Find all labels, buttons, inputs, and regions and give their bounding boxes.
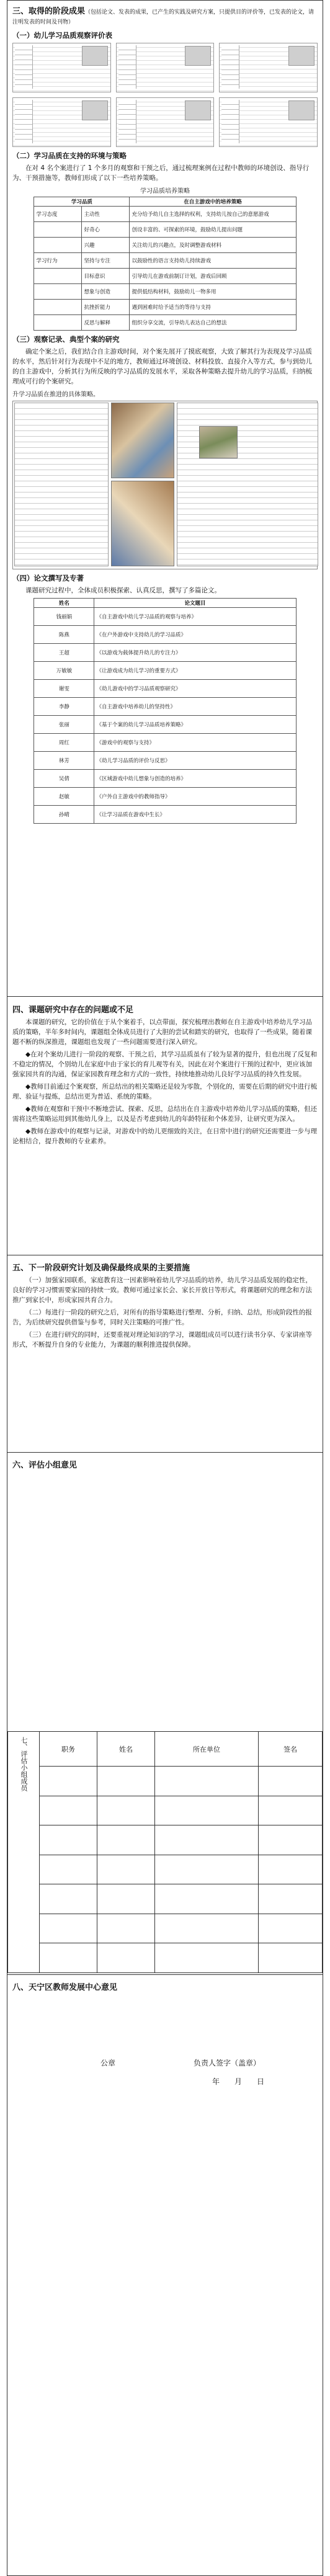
column-header: 职务 <box>40 1732 97 1767</box>
section-evaluation-members <box>7 1731 323 1973</box>
table-row: 赵敏 《户外自主游戏中的教师指导》 <box>34 788 296 806</box>
table-row: 万敏敏 《让游戏成为幼儿学习的重要方式》 <box>34 662 296 680</box>
paragraph: （三）在进行研究的同时，还要重视对理论知识的学习，课题组成员可以进行读书分享、专家讲座等形式，不断提升自身的专业能力，为课题的顺利推进提供保障。 <box>12 1331 312 1348</box>
section-title: 四、课题研究中存在的问题或不足 <box>12 1005 134 1015</box>
table-row: 学习行为 坚持与专注 以鼓励性的语言支持幼儿持续游戏 <box>34 253 296 269</box>
table-row <box>8 1914 323 1943</box>
table-row: 想象与创造 提供低结构材料，鼓励幼儿一物多用 <box>34 284 296 300</box>
table-row: 抗挫折能力 遇到困难时给予适当的等待与支持 <box>34 300 296 315</box>
stamp-label: 公章 <box>100 2059 116 2067</box>
paragraph: ◆教师在游戏中的观察与记录，对游戏中的幼儿更细致的关注，在日常中进行的研究还需要进一步与理论相结合，提升教师的专业素养。 <box>12 1128 318 1145</box>
column-header: 所在单位 <box>155 1732 259 1767</box>
section-problems <box>7 999 323 1254</box>
scan-image <box>14 403 109 566</box>
photo-collage <box>12 401 318 569</box>
table-header: 姓名 <box>34 599 94 608</box>
table-row: 兴趣 关注幼儿的兴趣点，及时调整游戏材料 <box>34 238 296 253</box>
section-title: 三、取得的阶段成果（包括论文、发表的成果，已产生的实践及研究方案，只提供目的评价等，已发表的论文，请注明发表的时间及刊物） <box>12 7 314 25</box>
column-header: 签名 <box>259 1732 323 1767</box>
divider <box>7 1452 323 1453</box>
table-row: 钱丽娟 《自主游戏中幼儿学习品质的观察与培养》 <box>34 608 296 626</box>
scan-image <box>116 97 215 147</box>
table-row: 好奇心 创设丰富的、可探索的环境，鼓励幼儿提出问题 <box>34 222 296 238</box>
table-row: 反思与解释 组织分享交流，引导幼儿表达自己的想法 <box>34 315 296 331</box>
paragraph: 本课题的研究，它的价值在于从个案着手，以点带面，探究梳理出教师在自主游戏中培养幼儿学习品质的策略，半年多时间内，课题组全体成员进行了大胆的尝试和踏实的研究，也取得了一些成果，随着课题不断的纵深推进，课题组也发现了一些问题需要进行深入研究。 <box>12 1018 312 1046</box>
table-caption: 学习品质培养策略 <box>140 188 190 195</box>
paragraph: ◆教师目前通过个案观察，所总结出的相关策略还是较为零散，个别化的，需要在后期的研究中进行梳理、验证与提炼，总结出更为普适、系统的策略。 <box>12 1083 318 1100</box>
paragraph: （一）加强家园联系，家庭教育这一因素影响着幼儿学习品质的培养，幼儿学习品质发展的稳定性，良好的学习习惯需要家园的持续一致。教师可通过家长会、家长开放日等形式，将课题研究的理念和方法推广到家长中，形成家园共育合力。 <box>12 1277 312 1304</box>
subsection-title: （二）学习品质在支持的环境与策略 <box>12 151 127 160</box>
paper-table <box>33 598 296 824</box>
scan-image <box>219 43 318 92</box>
section-evaluation-opinion <box>7 1455 323 1727</box>
subsection-title: （四）论文撰写及专著 <box>12 574 84 582</box>
section-center-opinion <box>7 1977 323 2576</box>
table-row <box>8 1825 323 1855</box>
paragraph: （二）每进行一阶段的研究之后，对所有的指导策略进行整理、分析，归纳、总结，形成阶段性的报告，为后续研究提供借鉴与参考，同时关注策略的可推广性。 <box>12 1309 312 1326</box>
table-row: 王超 《以游戏为载体提升幼儿的专注力》 <box>34 644 296 662</box>
table-row: 林芳 《幼儿学习品质的评价与反思》 <box>34 752 296 770</box>
table-row: 谢雯 《幼儿游戏中的学习品质观察研究》 <box>34 680 296 698</box>
table-row <box>8 1855 323 1884</box>
table-row: 周红 《游戏中的观察与支持》 <box>34 734 296 752</box>
report-page <box>7 0 323 2576</box>
date-label: 年 月 日 <box>212 2077 265 2086</box>
paragraph: 确定个案之后，我们结合自主游戏时间，对个案先展开了摸底观察，大致了解其行为表现及学习品质的水平，然后针对行为表现中不足的地方，教师通过环境创设、材料投放、直接介入等方式，参与到幼儿的自主游戏中，分析其行为所反映的学习品质的发展水平，采取各种策略去提升幼儿的学习品质，归纳梳理成可行的个案研究。 <box>12 348 312 385</box>
table-row <box>8 1943 323 1973</box>
table-row <box>8 1767 323 1796</box>
table-header: 学习品质 <box>34 197 130 207</box>
divider <box>7 1974 323 1975</box>
table-row: 张丽 《基于个案的幼儿学习品质培养策略》 <box>34 716 296 734</box>
table-row: 学习态度 主动性 充分给予幼儿自主选择的权利，支持幼儿按自己的意愿游戏 <box>34 207 296 222</box>
scan-image <box>177 403 318 566</box>
subsection-title: （三）观察记录、典型个案的研究 <box>12 335 120 344</box>
scan-image <box>12 97 111 147</box>
table-header: 在自主游戏中的培养策略 <box>130 197 296 207</box>
table-row: 吴倩 《区域游戏中幼儿想象与创造的培养》 <box>34 770 296 788</box>
section-title: 八、天宁区教师发展中心意见 <box>12 1983 118 1992</box>
scan-image <box>219 97 318 147</box>
divider <box>7 996 323 997</box>
section-title: 五、下一阶段研究计划及确保最终成果的主要措施 <box>12 1263 190 1273</box>
table-row <box>8 1796 323 1825</box>
table-row: 陈燕 《在户外游戏中支持幼儿的学习品质》 <box>34 626 296 644</box>
paragraph: ◆教师在观察和干预中不断地尝试、探索、反思，总结出在自主游戏中培养幼儿学习品质的策略，但还需将这些策略运用到其他幼儿身上，以及是否考虑到幼儿的年龄特征和个体差异，让研究更为深入。 <box>12 1105 318 1123</box>
paragraph: ◆在对个案幼儿进行一阶段的观察、干预之后，其学习品质虽有了较为显著的提升，但也出现了反复和不稳定的情况，个别幼儿在家庭中由于家长的育儿观等有关，因此在对个案进行干预的过程中，更应该加强家园共育的沟通，保证家园教育理念和方式的一致性，持续地推动幼儿良好学习品质的持久性发展。 <box>12 1051 318 1078</box>
scan-image <box>116 43 215 92</box>
strategy-table <box>33 197 296 331</box>
evaluation-table-scans <box>12 43 318 147</box>
table-header: 论文题目 <box>94 599 296 608</box>
photo <box>111 403 174 478</box>
scan-image <box>12 43 111 92</box>
paragraph: 在对 4 名个案进行了 1 个多月的观察和干预之后，通过梳理案例在过程中教师的环境创设、指导行为、干预措施等，教师们形成了以下一些培养策略。 <box>12 164 310 182</box>
members-label: 七、评估小组成员 <box>8 1732 40 1973</box>
section-next-plan <box>7 1257 323 1450</box>
sign-label: 负责人签字（盖章） <box>194 2059 261 2067</box>
column-header: 姓名 <box>97 1732 155 1767</box>
table-row: 李静 《自主游戏中培养幼儿的坚持性》 <box>34 698 296 716</box>
section-title: 六、评估小组意见 <box>12 1461 78 1470</box>
table-row: 目标意识 引导幼儿在游戏前制订计划，游戏后回顾 <box>34 269 296 284</box>
photo <box>199 426 238 458</box>
paragraph: 课题研究过程中，全体成员积极探索、认真反思，撰写了多篇论文。 <box>25 587 221 594</box>
table-row <box>8 1884 323 1914</box>
photo-caption: 升学习品质在推进的具体策略。 <box>12 391 99 398</box>
section-achievements <box>7 1 323 993</box>
subsection-title: （一）幼儿学习品质观察评价表 <box>12 31 112 40</box>
photo <box>111 481 174 566</box>
table-row: 孙晴 《让学习品质在游戏中生长》 <box>34 806 296 824</box>
